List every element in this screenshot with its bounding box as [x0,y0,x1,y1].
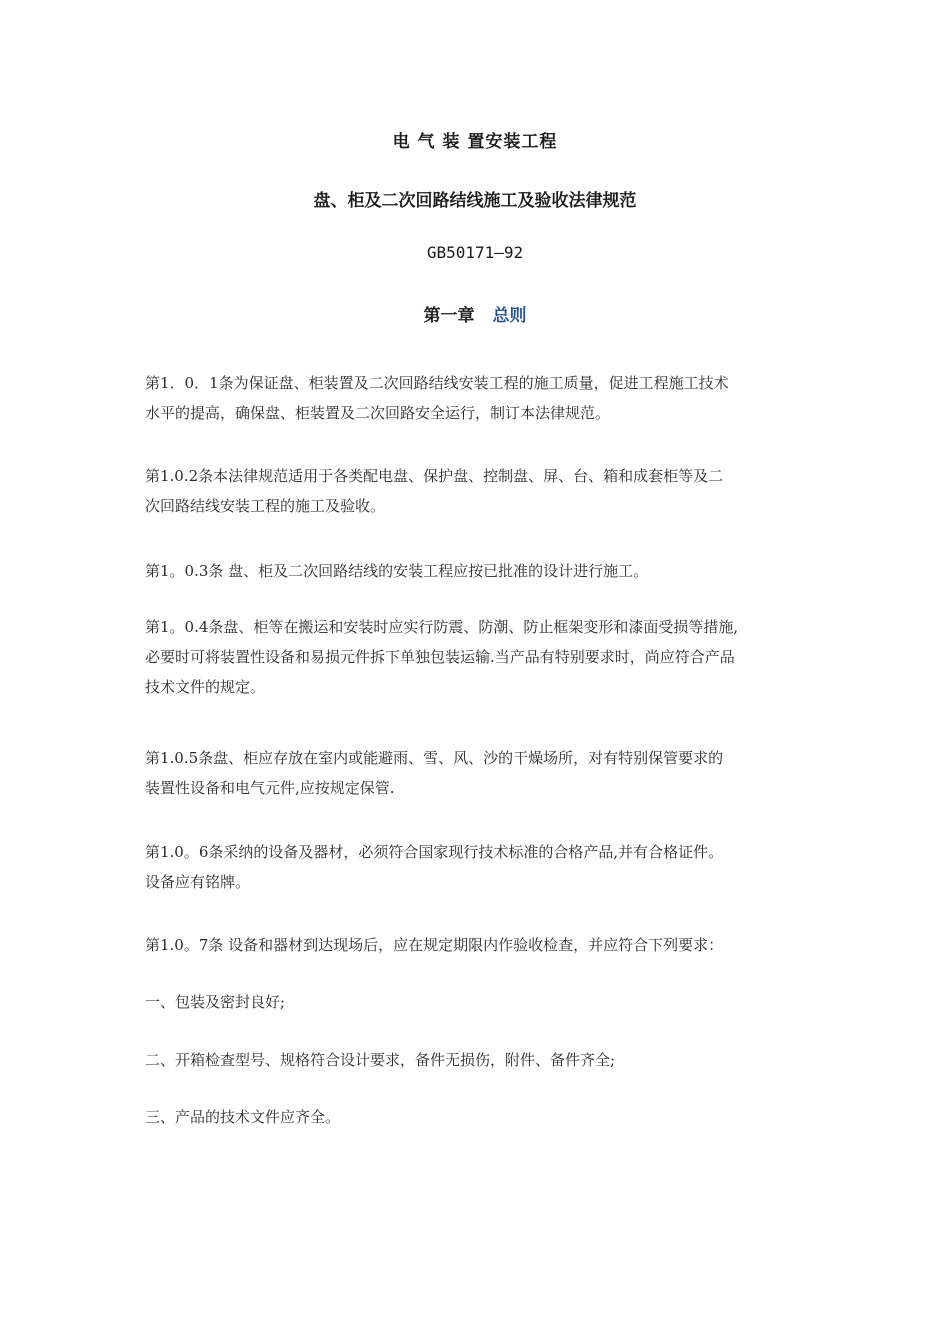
document-title-line1: 电 气 装 置安装工程 [392,132,558,152]
paragraph-line: 一、包装及密封良好; [145,993,286,1011]
paragraph-line: 二、开箱检查型号、规格符合设计要求，备件无损伤，附件、备件齐全; [145,1051,616,1069]
article-1-0-6 [145,837,810,897]
paragraph-line: 三、产品的技术文件应齐全。 [145,1108,341,1126]
article-1-0-4 [145,612,810,702]
article-1-0-3 [145,556,810,586]
paragraph-line: 第1．0．1条为保证盘、柜装置及二次回路结线安装工程的施工质量，促进工程施工技术 [145,374,729,392]
standard-code: GB50171—92 [426,243,524,262]
chapter-title: 总则 [492,306,527,326]
paragraph-line: 第1.0.5条盘、柜应存放在室内或能避雨、雪、风、沙的干燥场所，对有特别保管要求的 [145,749,724,767]
paragraph-line: 第1。0.4条盘、柜等在搬运和安装时应实行防震、防潮、防止框架变形和漆面受损等措施, [145,618,739,636]
article-1-0-1 [145,368,810,428]
article-1-0-2 [145,461,810,521]
paragraph-line: 必要时可将装置性设备和易损元件拆下单独包装运输.当产品有特别要求时，尚应符合产品 [145,648,735,666]
paragraph-line: 第1。0.3条 盘、柜及二次回路结线的安装工程应按已批准的设计进行施工。 [145,562,649,580]
document-title-line2: 盘、柜及二次回路结线施工及验收法律规范 [313,191,637,211]
chapter-heading [0,301,950,326]
paragraph-line: 第1.0。6条采纳的设备及器材，必须符合国家现行技术标准的合格产品,并有合格证件。 [145,843,724,861]
chapter-number: 第一章 [423,306,475,326]
paragraph-line: 第1.0.2条本法律规范适用于各类配电盘、保护盘、控制盘、屏、台、箱和成套柜等及二 [145,467,724,485]
paragraph-line: 水平的提高，确保盘、柜装置及二次回路安全运行，制订本法律规范。 [145,404,611,422]
paragraph-line: 装置性设备和电气元件,应按规定保管. [145,779,395,797]
list-item-3 [145,1102,810,1132]
list-item-2 [145,1045,810,1075]
paragraph-line: 第1.0。7条 设备和器材到达现场后，应在规定期限内作验收检查，并应符合下列要求： [145,936,724,954]
paragraph-line: 技术文件的规定。 [145,678,266,696]
paragraph-line: 次回路结线安装工程的施工及验收。 [145,497,386,515]
article-1-0-5 [145,743,810,803]
paragraph-line: 设备应有铭牌。 [145,873,251,891]
article-1-0-7 [145,930,810,960]
list-item-1 [145,987,810,1017]
